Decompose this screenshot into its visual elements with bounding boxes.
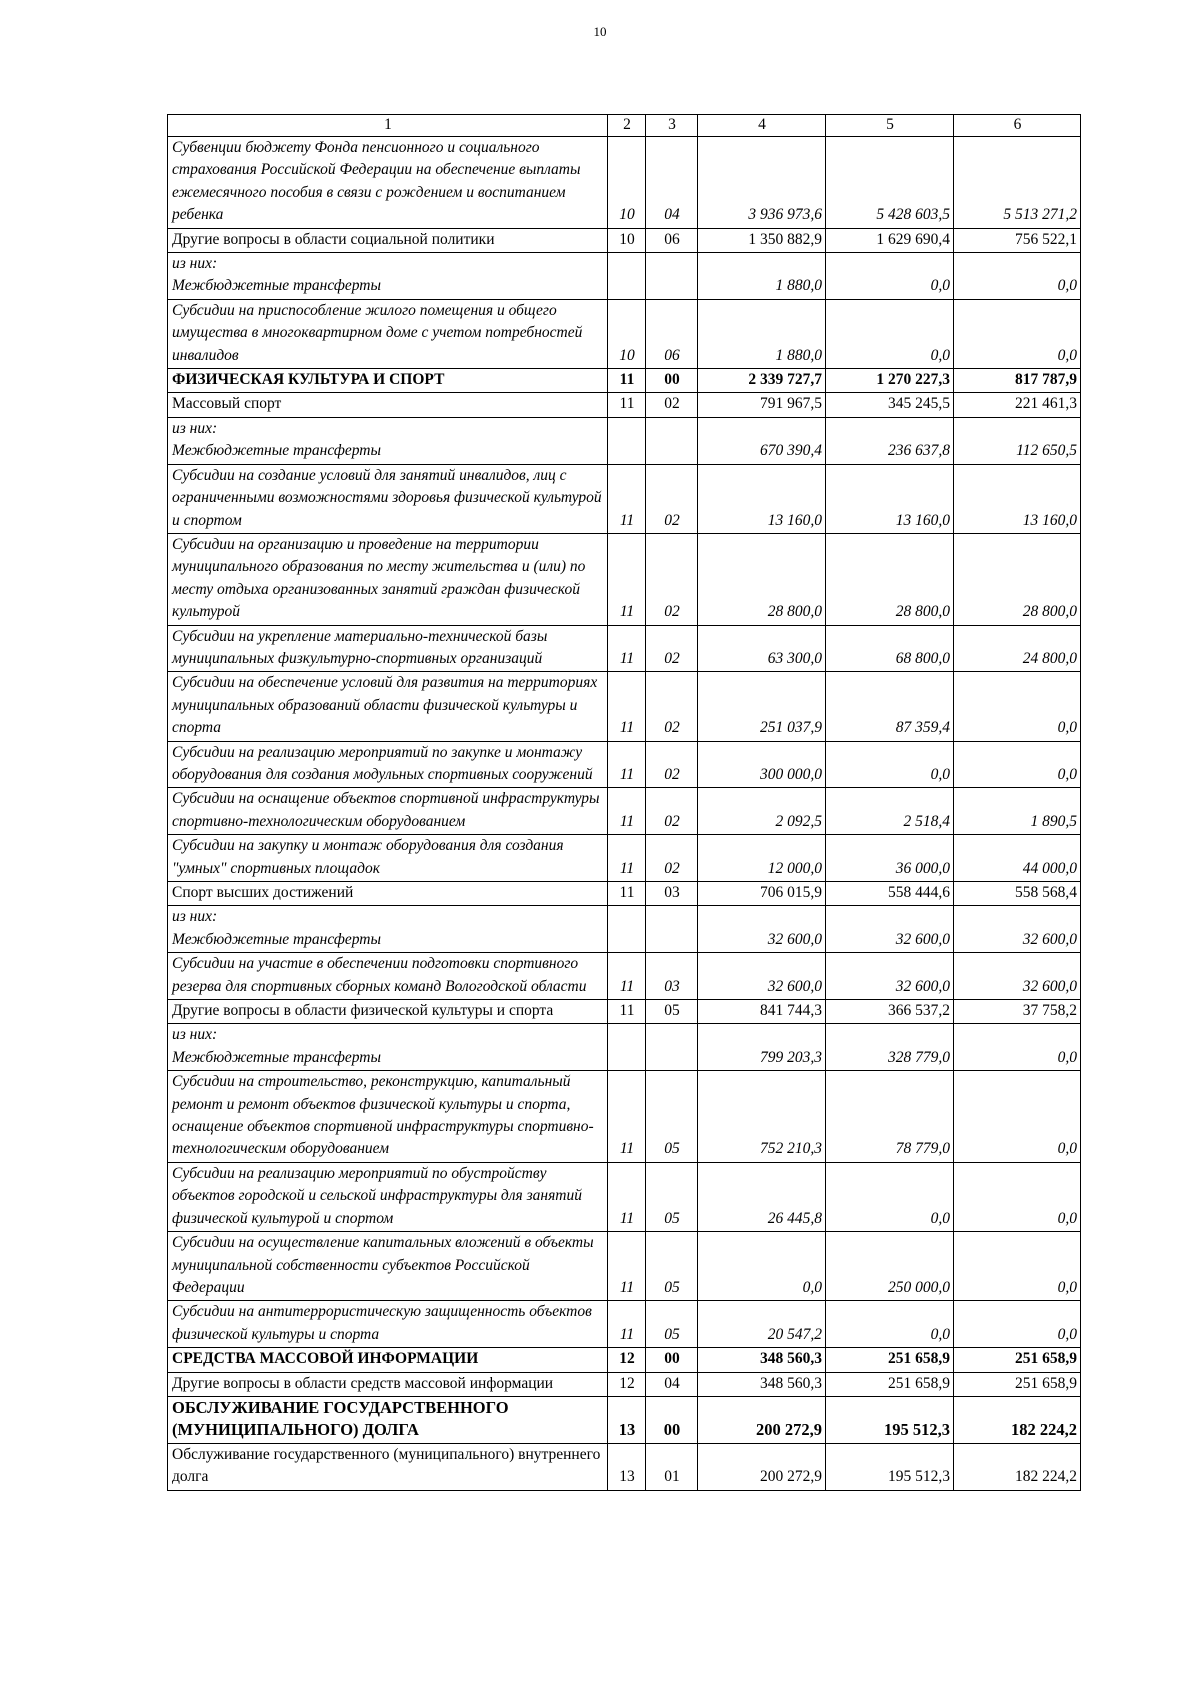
row-name-text: из них: Межбюджетные трансферты — [172, 255, 381, 295]
row-section-code: 11 — [608, 1301, 646, 1348]
header-cell: 1 — [168, 115, 608, 137]
row-name — [168, 1348, 608, 1372]
row-value-col4: 841 744,3 — [698, 1000, 826, 1024]
row-value-col4: 63 300,0 — [698, 625, 826, 672]
row-subsection-code: 02 — [646, 788, 698, 835]
table-row — [168, 1396, 1081, 1443]
row-value-col4: 799 203,3 — [698, 1024, 826, 1071]
row-subsection-code: 03 — [646, 882, 698, 906]
row-value-col4: 32 600,0 — [698, 906, 826, 953]
row-subsection-code: 05 — [646, 1232, 698, 1301]
row-name-text: Субсидии на оснащение объектов спортивной инфраструктуры спортивно-технологическим оборудованием — [172, 790, 600, 830]
row-name-text: Субсидии на создание условий для занятий инвалидов, лиц с ограниченными возможностями здоровья физической культурой и спортом — [172, 466, 602, 529]
row-name — [168, 1071, 608, 1163]
row-subsection-code: 00 — [646, 1348, 698, 1372]
row-subsection-code: 03 — [646, 953, 698, 1000]
row-value-col4: 200 272,9 — [698, 1443, 826, 1490]
row-name-text: Субсидии на обеспечение условий для развития на территориях муниципальных образований области физической культуры и спорта — [172, 674, 598, 737]
table-row — [168, 464, 1081, 533]
row-value-col4: 32 600,0 — [698, 953, 826, 1000]
row-subsection-code: 02 — [646, 835, 698, 882]
row-name-text: Субсидии на строительство, реконструкцию, капитальный ремонт и ремонт объектов физической культуры и спорта, оснащение объектов спортивной инфраструктуры спортивно-технологическим оборудованием — [172, 1073, 594, 1158]
row-value-col5: 0,0 — [826, 1301, 954, 1348]
row-subsection-code — [646, 906, 698, 953]
row-value-col4: 752 210,3 — [698, 1071, 826, 1163]
row-section-code: 11 — [608, 625, 646, 672]
row-name-text: Другие вопросы в области физической культуры и спорта — [172, 1002, 554, 1020]
row-section-code: 11 — [608, 835, 646, 882]
row-value-col5: 345 245,5 — [826, 393, 954, 417]
row-value-col4: 3 936 973,6 — [698, 137, 826, 229]
row-value-col4: 2 339 727,7 — [698, 369, 826, 393]
row-name — [168, 788, 608, 835]
row-name-text: из них: Межбюджетные трансферты — [172, 1026, 381, 1066]
row-value-col6: 13 160,0 — [954, 464, 1081, 533]
table-row — [168, 741, 1081, 788]
table-row — [168, 369, 1081, 393]
row-section-code: 10 — [608, 137, 646, 229]
table-row — [168, 137, 1081, 229]
row-name-text: Другие вопросы в области средств массовой информации — [172, 1374, 554, 1392]
table-row — [168, 625, 1081, 672]
row-value-col4: 0,0 — [698, 1232, 826, 1301]
row-value-col5: 195 512,3 — [826, 1443, 954, 1490]
row-value-col5: 32 600,0 — [826, 906, 954, 953]
row-value-col5: 250 000,0 — [826, 1232, 954, 1301]
row-subsection-code: 04 — [646, 1372, 698, 1396]
row-value-col6: 0,0 — [954, 1162, 1081, 1231]
row-name-text: СРЕДСТВА МАССОВОЙ ИНФОРМАЦИИ — [172, 1350, 479, 1368]
row-section-code: 13 — [608, 1443, 646, 1490]
row-value-col5: 366 537,2 — [826, 1000, 954, 1024]
row-name — [168, 1232, 608, 1301]
row-name — [168, 1024, 608, 1071]
row-subsection-code: 05 — [646, 1301, 698, 1348]
row-value-col6: 0,0 — [954, 253, 1081, 300]
row-value-col6: 817 787,9 — [954, 369, 1081, 393]
row-subsection-code: 00 — [646, 369, 698, 393]
row-value-col6: 0,0 — [954, 741, 1081, 788]
table-row — [168, 1162, 1081, 1231]
row-section-code: 13 — [608, 1396, 646, 1443]
row-value-col6: 112 650,5 — [954, 417, 1081, 464]
row-subsection-code: 02 — [646, 533, 698, 625]
row-name-text: Субсидии на реализацию мероприятий по закупке и монтажу оборудования для создания модульных спортивных сооружений — [172, 743, 593, 783]
row-value-col6: 558 568,4 — [954, 882, 1081, 906]
row-name — [168, 1000, 608, 1024]
row-value-col4: 26 445,8 — [698, 1162, 826, 1231]
row-section-code: 11 — [608, 1000, 646, 1024]
row-subsection-code: 05 — [646, 1162, 698, 1231]
row-section-code: 11 — [608, 953, 646, 1000]
row-value-col5: 32 600,0 — [826, 953, 954, 1000]
row-value-col6: 0,0 — [954, 299, 1081, 368]
table-row — [168, 1071, 1081, 1163]
row-name — [168, 393, 608, 417]
row-value-col4: 2 092,5 — [698, 788, 826, 835]
row-name-text: Обслуживание государственного (муниципального) внутреннего долга — [172, 1445, 601, 1486]
row-subsection-code: 04 — [646, 137, 698, 229]
row-name — [168, 533, 608, 625]
row-section-code — [608, 1024, 646, 1071]
row-value-col6: 251 658,9 — [954, 1348, 1081, 1372]
row-section-code: 11 — [608, 464, 646, 533]
row-value-col6: 5 513 271,2 — [954, 137, 1081, 229]
row-section-code: 11 — [608, 393, 646, 417]
row-name — [168, 906, 608, 953]
table-row — [168, 228, 1081, 252]
row-name-text: Субсидии на организацию и проведение на территории муниципального образования по месту жительства и (или) по месту отдыха организованных занятий граждан физической культурой — [172, 535, 586, 621]
row-value-col4: 13 160,0 — [698, 464, 826, 533]
row-value-col4: 706 015,9 — [698, 882, 826, 906]
row-value-col5: 558 444,6 — [826, 882, 954, 906]
row-name-text: ФИЗИЧЕСКАЯ КУЛЬТУРА И СПОРТ — [172, 371, 445, 389]
row-value-col4: 1 350 882,9 — [698, 228, 826, 252]
row-subsection-code — [646, 253, 698, 300]
row-name-text: из них: Межбюджетные трансферты — [172, 419, 381, 460]
row-name — [168, 953, 608, 1000]
table-row — [168, 1232, 1081, 1301]
row-value-col5: 78 779,0 — [826, 1071, 954, 1163]
row-value-col5: 251 658,9 — [826, 1348, 954, 1372]
row-name-text: Субсидии на осуществление капитальных вложений в объекты муниципальной собственности субъектов Российской Федерации — [172, 1234, 594, 1296]
row-value-col5: 0,0 — [826, 253, 954, 300]
row-subsection-code: 02 — [646, 464, 698, 533]
row-value-col5: 87 359,4 — [826, 672, 954, 741]
row-value-col5: 236 637,8 — [826, 417, 954, 464]
row-section-code: 11 — [608, 788, 646, 835]
row-value-col6: 32 600,0 — [954, 953, 1081, 1000]
row-value-col6: 37 758,2 — [954, 1000, 1081, 1024]
table-row — [168, 906, 1081, 953]
row-name — [168, 741, 608, 788]
row-name — [168, 1396, 608, 1443]
table-row — [168, 1024, 1081, 1071]
row-value-col5: 195 512,3 — [826, 1396, 954, 1443]
row-name — [168, 1162, 608, 1231]
row-name-text: Субсидии на реализацию мероприятий по обустройству объектов городской и сельской инфраструктуры для занятий физической культурой и спортом — [172, 1164, 583, 1227]
row-section-code: 11 — [608, 741, 646, 788]
row-name — [168, 835, 608, 882]
table-row — [168, 953, 1081, 1000]
table-row — [168, 417, 1081, 464]
row-value-col5: 28 800,0 — [826, 533, 954, 625]
row-value-col6: 251 658,9 — [954, 1372, 1081, 1396]
table-row — [168, 1348, 1081, 1372]
row-name — [168, 882, 608, 906]
row-section-code: 11 — [608, 882, 646, 906]
row-subsection-code: 05 — [646, 1000, 698, 1024]
table-row — [168, 882, 1081, 906]
row-name-text: Субсидии на закупку и монтаж оборудования для создания "умных" спортивных площадок — [172, 837, 564, 877]
row-name-text: ОБСЛУЖИВАНИЕ ГОСУДАРСТВЕННОГО (МУНИЦИПАЛЬНОГО) ДОЛГА — [172, 1397, 509, 1440]
row-name — [168, 417, 608, 464]
row-subsection-code: 02 — [646, 625, 698, 672]
header-cell: 3 — [646, 115, 698, 137]
table-row — [168, 788, 1081, 835]
row-value-col6: 44 000,0 — [954, 835, 1081, 882]
row-name — [168, 625, 608, 672]
table-row — [168, 1301, 1081, 1348]
row-subsection-code: 00 — [646, 1396, 698, 1443]
row-value-col4: 200 272,9 — [698, 1396, 826, 1443]
row-value-col4: 791 967,5 — [698, 393, 826, 417]
row-section-code: 10 — [608, 228, 646, 252]
row-value-col4: 300 000,0 — [698, 741, 826, 788]
header-cell: 4 — [698, 115, 826, 137]
row-value-col4: 1 880,0 — [698, 299, 826, 368]
row-section-code: 11 — [608, 1232, 646, 1301]
header-row — [168, 115, 1081, 137]
row-value-col4: 28 800,0 — [698, 533, 826, 625]
table-row — [168, 393, 1081, 417]
row-value-col5: 0,0 — [826, 299, 954, 368]
row-value-col6: 0,0 — [954, 672, 1081, 741]
row-value-col5: 328 779,0 — [826, 1024, 954, 1071]
row-value-col5: 5 428 603,5 — [826, 137, 954, 229]
row-value-col4: 251 037,9 — [698, 672, 826, 741]
row-subsection-code — [646, 1024, 698, 1071]
table-row — [168, 253, 1081, 300]
row-section-code — [608, 417, 646, 464]
row-section-code: 10 — [608, 299, 646, 368]
row-value-col6: 0,0 — [954, 1024, 1081, 1071]
table-row — [168, 835, 1081, 882]
row-value-col6: 32 600,0 — [954, 906, 1081, 953]
row-name-text: Массовый спорт — [172, 395, 282, 413]
row-value-col5: 2 518,4 — [826, 788, 954, 835]
row-value-col6: 182 224,2 — [954, 1443, 1081, 1490]
row-name — [168, 228, 608, 252]
row-value-col5: 13 160,0 — [826, 464, 954, 533]
row-value-col5: 251 658,9 — [826, 1372, 954, 1396]
row-section-code: 11 — [608, 369, 646, 393]
budget-table — [167, 114, 1081, 1491]
row-name-text: Спорт высших достижений — [172, 884, 354, 901]
row-value-col6: 0,0 — [954, 1071, 1081, 1163]
row-value-col6: 24 800,0 — [954, 625, 1081, 672]
header-cell: 6 — [954, 115, 1081, 137]
row-value-col4: 12 000,0 — [698, 835, 826, 882]
row-subsection-code: 01 — [646, 1443, 698, 1490]
table-row — [168, 1372, 1081, 1396]
row-name — [168, 1372, 608, 1396]
row-section-code: 11 — [608, 672, 646, 741]
row-value-col4: 1 880,0 — [698, 253, 826, 300]
row-name — [168, 464, 608, 533]
table-row — [168, 1443, 1081, 1490]
row-name — [168, 137, 608, 229]
row-subsection-code: 02 — [646, 741, 698, 788]
row-name — [168, 299, 608, 368]
page-number: 10 — [593, 24, 607, 39]
row-section-code — [608, 906, 646, 953]
row-name-text: Другие вопросы в области социальной политики — [172, 230, 495, 248]
row-value-col4: 348 560,3 — [698, 1372, 826, 1396]
row-value-col5: 0,0 — [826, 1162, 954, 1231]
row-section-code: 12 — [608, 1348, 646, 1372]
row-value-col5: 36 000,0 — [826, 835, 954, 882]
header-cell: 5 — [826, 115, 954, 137]
row-name-text: Субвенции бюджету Фонда пенсионного и социального страхования Российской Федерации на обеспечение выплаты ежемесячного пособия в связи с рождением и воспитанием ребенка — [172, 139, 581, 224]
table-row — [168, 672, 1081, 741]
row-name — [168, 1443, 608, 1490]
table-body — [168, 137, 1081, 1491]
row-name — [168, 253, 608, 300]
row-value-col5: 1 270 227,3 — [826, 369, 954, 393]
header-cell: 2 — [608, 115, 646, 137]
row-name-text: Субсидии на антитеррористическую защищенность объектов физической культуры и спорта — [172, 1303, 592, 1343]
row-section-code: 11 — [608, 1071, 646, 1163]
row-value-col5: 68 800,0 — [826, 625, 954, 672]
row-name — [168, 672, 608, 741]
table-row — [168, 299, 1081, 368]
row-name — [168, 1301, 608, 1348]
row-value-col6: 0,0 — [954, 1232, 1081, 1301]
row-subsection-code: 02 — [646, 393, 698, 417]
row-name — [168, 369, 608, 393]
table-row — [168, 533, 1081, 625]
row-value-col6: 221 461,3 — [954, 393, 1081, 417]
row-section-code: 11 — [608, 533, 646, 625]
row-section-code: 11 — [608, 1162, 646, 1231]
row-value-col4: 670 390,4 — [698, 417, 826, 464]
row-section-code — [608, 253, 646, 300]
row-name-text: из них: Межбюджетные трансферты — [172, 908, 381, 948]
row-value-col6: 1 890,5 — [954, 788, 1081, 835]
row-value-col5: 1 629 690,4 — [826, 228, 954, 252]
row-subsection-code: 05 — [646, 1071, 698, 1163]
row-subsection-code: 02 — [646, 672, 698, 741]
row-name-text: Субсидии на приспособление жилого помещения и общего имущества в многоквартирном доме с учетом потребностей инвалидов — [172, 301, 583, 364]
row-value-col6: 28 800,0 — [954, 533, 1081, 625]
row-value-col6: 182 224,2 — [954, 1396, 1081, 1443]
row-value-col4: 20 547,2 — [698, 1301, 826, 1348]
row-value-col4: 348 560,3 — [698, 1348, 826, 1372]
row-name-text: Субсидии на участие в обеспечении подготовки спортивного резерва для спортивных сборных команд Вологодской области — [172, 955, 587, 995]
row-value-col6: 0,0 — [954, 1301, 1081, 1348]
row-section-code: 12 — [608, 1372, 646, 1396]
row-value-col5: 0,0 — [826, 741, 954, 788]
row-value-col6: 756 522,1 — [954, 228, 1081, 252]
row-subsection-code: 06 — [646, 228, 698, 252]
table-row — [168, 1000, 1081, 1024]
row-name-text: Субсидии на укрепление материально-технической базы муниципальных физкультурно-спортивных организаций — [172, 627, 548, 667]
row-subsection-code: 06 — [646, 299, 698, 368]
row-subsection-code — [646, 417, 698, 464]
